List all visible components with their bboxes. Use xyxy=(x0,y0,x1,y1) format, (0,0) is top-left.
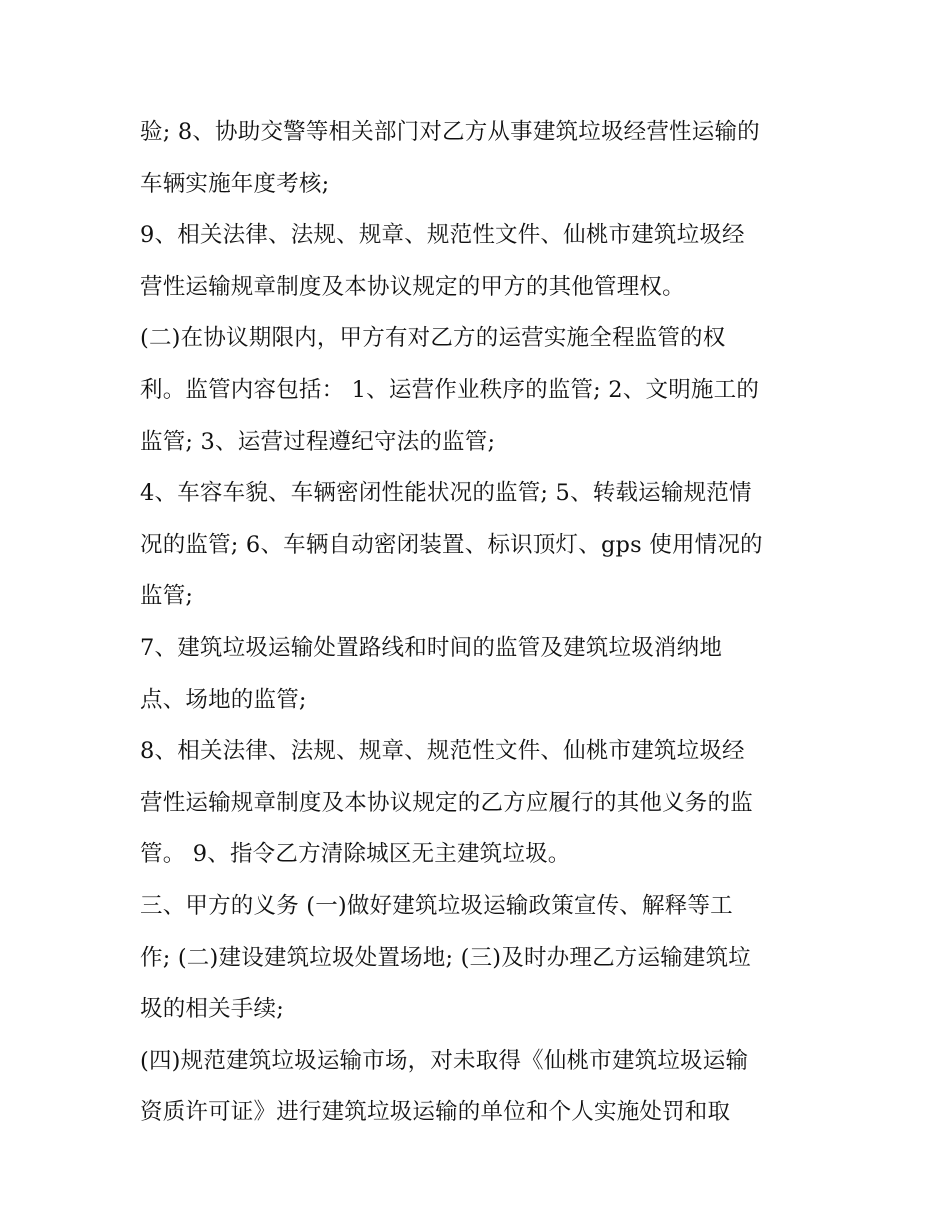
text-line: 管。 9、指令乙方清除城区无主建筑垃圾。 xyxy=(140,841,571,868)
text-line: 8、相关法律、法规、规章、规范性文件、仙桃市建筑垃圾经 xyxy=(140,738,745,765)
text-line: 点、场地的监管; xyxy=(140,686,307,713)
text-line: 圾的相关手续; xyxy=(140,996,284,1023)
text-line: 营性运输规章制度及本协议规定的甲方的其他管理权。 xyxy=(140,273,685,300)
text-line: 监管; 3、运营过程遵纪守法的监管; xyxy=(140,428,496,455)
text-line: 资质许可证》进行建筑垃圾运输的单位和个人实施处罚和取 xyxy=(140,1099,731,1126)
text-line: 验; 8、协助交警等相关部门对乙方从事建筑垃圾经营性运输的 xyxy=(140,119,760,145)
text-line: (四)规范建筑垃圾运输市场，对未取得《仙桃市建筑垃圾运输 xyxy=(140,1047,749,1074)
text-line: 9、相关法律、法规、规章、规范性文件、仙桃市建筑垃圾经 xyxy=(140,222,745,249)
text-line: (二)在协议期限内，甲方有对乙方的运营实施全程监管的权 xyxy=(140,325,726,352)
document-body xyxy=(140,107,820,1139)
text-line: 作; (二)建设建筑垃圾处置场地; (三)及时办理乙方运输建筑垃 xyxy=(140,944,751,971)
text-line: 况的监管; 6、车辆自动密闭装置、标识顶灯、gps 使用情况的 xyxy=(140,531,763,558)
text-line: 三、甲方的义务 (一)做好建筑垃圾运输政策宣传、解释等工 xyxy=(140,892,733,919)
text-line: 营性运输规章制度及本协议规定的乙方应履行的其他义务的监 xyxy=(140,789,753,816)
text-line: 利。监管内容包括： 1、运营作业秩序的监管; 2、文明施工的 xyxy=(140,376,760,403)
text-line: 4、车容车貌、车辆密闭性能状况的监管; 5、转载运输规范情 xyxy=(140,480,752,507)
text-line: 车辆实施年度考核; xyxy=(140,170,330,197)
text-line: 监管; xyxy=(140,583,194,610)
text-line: 7、建筑垃圾运输处置路线和时间的监管及建筑垃圾消纳地 xyxy=(140,634,723,661)
